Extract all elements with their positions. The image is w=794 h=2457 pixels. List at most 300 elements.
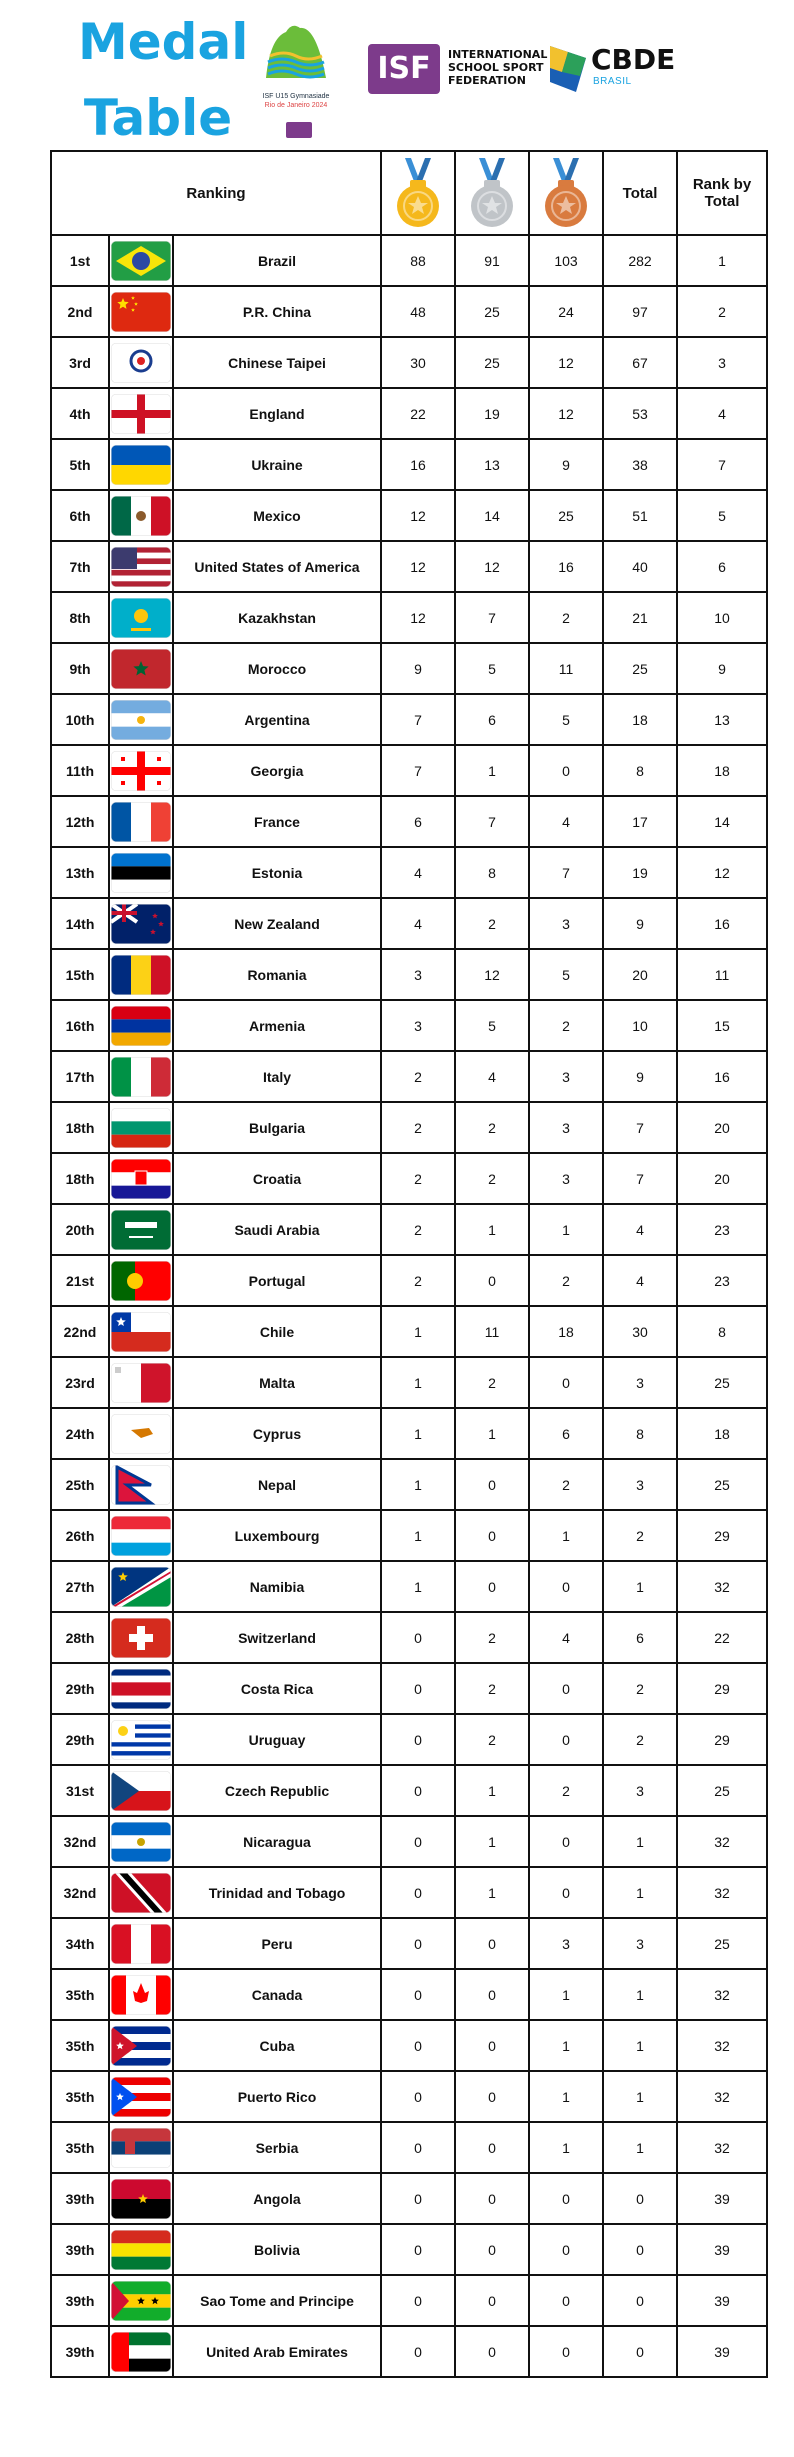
gold-cell: 88: [381, 235, 455, 286]
gymnasiade-caption: [250, 92, 342, 110]
flag-cell: [109, 847, 173, 898]
rank-by-total-cell: 32: [677, 1816, 767, 1867]
namibia-flag: [111, 1567, 171, 1607]
flag-cell: [109, 2173, 173, 2224]
table-row: [51, 796, 767, 847]
rank-cell: 39th: [51, 2326, 109, 2377]
rank-by-total-cell: 15: [677, 1000, 767, 1051]
country-cell: Puerto Rico: [173, 2071, 381, 2122]
switzerland-flag: [111, 1618, 171, 1658]
total-cell: 3: [603, 1459, 677, 1510]
rank-by-total-cell: 18: [677, 1408, 767, 1459]
total-cell: 1: [603, 2071, 677, 2122]
bronze-cell: 2: [529, 1000, 603, 1051]
title-line-1: Medal: [78, 13, 249, 71]
gold-cell: 1: [381, 1561, 455, 1612]
rank-by-total-cell: 32: [677, 2020, 767, 2071]
flag-cell: [109, 1561, 173, 1612]
total-cell: 0: [603, 2275, 677, 2326]
rank-cell: 39th: [51, 2224, 109, 2275]
silver-cell: 0: [455, 2173, 529, 2224]
bronze-cell: 2: [529, 1765, 603, 1816]
rank-by-total-cell: 12: [677, 847, 767, 898]
total-cell: 8: [603, 745, 677, 796]
rank-cell: 1st: [51, 235, 109, 286]
total-cell: 67: [603, 337, 677, 388]
rank-by-total-cell: 25: [677, 1357, 767, 1408]
gold-cell: 1: [381, 1306, 455, 1357]
gold-cell: 0: [381, 2173, 455, 2224]
total-cell: 7: [603, 1102, 677, 1153]
total-cell: 1: [603, 1561, 677, 1612]
ranking-header: Ranking: [51, 151, 381, 235]
flag-cell: [109, 2224, 173, 2275]
bronze-medal-icon: [541, 158, 591, 228]
bronze-cell: 16: [529, 541, 603, 592]
silver-cell: 12: [455, 949, 529, 1000]
gold-cell: 0: [381, 2224, 455, 2275]
cyprus-flag: [111, 1414, 171, 1454]
bronze-cell: 2: [529, 592, 603, 643]
rank-by-total-cell: 7: [677, 439, 767, 490]
flag-cell: [109, 1153, 173, 1204]
chinese-taipei-flag: [111, 343, 171, 383]
croatia-flag: [111, 1159, 171, 1199]
gymnasiade-logo: [256, 18, 336, 138]
silver-cell: 14: [455, 490, 529, 541]
country-cell: Kazakhstan: [173, 592, 381, 643]
table-row: [51, 1255, 767, 1306]
bronze-cell: 5: [529, 949, 603, 1000]
country-cell: Argentina: [173, 694, 381, 745]
rank-by-total-cell: 6: [677, 541, 767, 592]
bronze-cell: 2: [529, 1255, 603, 1306]
page-header: [0, 0, 794, 150]
silver-cell: 0: [455, 1969, 529, 2020]
table-row: [51, 694, 767, 745]
flag-cell: [109, 949, 173, 1000]
rank-by-total-cell: 32: [677, 1969, 767, 2020]
gymnasiade-caption-text: ISF U15 Gymnasiade: [262, 93, 330, 100]
table-row: [51, 1714, 767, 1765]
flag-cell: [109, 2020, 173, 2071]
bronze-cell: 0: [529, 1561, 603, 1612]
silver-cell: 1: [455, 1408, 529, 1459]
bronze-cell: 0: [529, 1714, 603, 1765]
total-cell: 53: [603, 388, 677, 439]
country-cell: France: [173, 796, 381, 847]
total-cell: 1: [603, 2122, 677, 2173]
country-cell: Chile: [173, 1306, 381, 1357]
gold-cell: 6: [381, 796, 455, 847]
total-cell: 9: [603, 1051, 677, 1102]
silver-cell: 5: [455, 1000, 529, 1051]
country-cell: Costa Rica: [173, 1663, 381, 1714]
rank-cell: 18th: [51, 1153, 109, 1204]
country-cell: Chinese Taipei: [173, 337, 381, 388]
bronze-cell: 1: [529, 2122, 603, 2173]
rank-cell: 31st: [51, 1765, 109, 1816]
total-cell: 2: [603, 1663, 677, 1714]
bronze-cell: 1: [529, 2020, 603, 2071]
bronze-cell: 103: [529, 235, 603, 286]
silver-medal-icon: [467, 158, 517, 228]
gold-cell: 4: [381, 847, 455, 898]
table-row: [51, 286, 767, 337]
cbde-name: CBDE: [591, 43, 676, 76]
canada-flag: [111, 1975, 171, 2015]
bronze-cell: 3: [529, 898, 603, 949]
country-cell: Italy: [173, 1051, 381, 1102]
england-flag: [111, 394, 171, 434]
rank-cell: 17th: [51, 1051, 109, 1102]
bronze-cell: 2: [529, 1459, 603, 1510]
total-cell: 4: [603, 1255, 677, 1306]
flag-cell: [109, 592, 173, 643]
flag-cell: [109, 1663, 173, 1714]
bronze-cell: 0: [529, 1867, 603, 1918]
table-row: [51, 541, 767, 592]
gold-cell: 0: [381, 2020, 455, 2071]
flag-cell: [109, 1255, 173, 1306]
bronze-cell: 1: [529, 1969, 603, 2020]
silver-cell: 0: [455, 1510, 529, 1561]
flag-cell: [109, 337, 173, 388]
silver-cell: 1: [455, 745, 529, 796]
country-cell: Nepal: [173, 1459, 381, 1510]
malta-flag: [111, 1363, 171, 1403]
flag-cell: [109, 2122, 173, 2173]
silver-cell: 0: [455, 1255, 529, 1306]
france-flag: [111, 802, 171, 842]
rank-by-total-cell: 23: [677, 1255, 767, 1306]
total-cell: 18: [603, 694, 677, 745]
bronze-cell: 4: [529, 1612, 603, 1663]
new-zealand-flag: [111, 904, 171, 944]
rank-by-total-cell: 16: [677, 1051, 767, 1102]
silver-cell: 12: [455, 541, 529, 592]
gold-cell: 0: [381, 2275, 455, 2326]
rank-by-total-cell: 20: [677, 1153, 767, 1204]
gold-cell: 0: [381, 1918, 455, 1969]
silver-cell: 1: [455, 1765, 529, 1816]
rank-cell: 39th: [51, 2173, 109, 2224]
rank-cell: 4th: [51, 388, 109, 439]
silver-cell: 0: [455, 1561, 529, 1612]
bronze-cell: 0: [529, 2224, 603, 2275]
bronze-cell: 12: [529, 388, 603, 439]
table-row: [51, 1357, 767, 1408]
bronze-cell: 1: [529, 1510, 603, 1561]
puerto-rico-flag: [111, 2077, 171, 2117]
flag-cell: [109, 1765, 173, 1816]
bronze-cell: 0: [529, 2326, 603, 2377]
flag-cell: [109, 1306, 173, 1357]
gold-cell: 4: [381, 898, 455, 949]
gold-cell: 1: [381, 1510, 455, 1561]
bronze-cell: 5: [529, 694, 603, 745]
silver-cell: 25: [455, 286, 529, 337]
table-row: [51, 439, 767, 490]
rank-cell: 35th: [51, 2020, 109, 2071]
silver-cell: 2: [455, 1612, 529, 1663]
country-cell: Brazil: [173, 235, 381, 286]
total-cell: 19: [603, 847, 677, 898]
gold-cell: 3: [381, 949, 455, 1000]
flag-cell: [109, 541, 173, 592]
bronze-cell: 7: [529, 847, 603, 898]
rank-cell: 14th: [51, 898, 109, 949]
rank-by-total-cell: 29: [677, 1663, 767, 1714]
rank-by-total-cell: 32: [677, 1561, 767, 1612]
rank-by-total-cell: 8: [677, 1306, 767, 1357]
armenia-flag: [111, 1006, 171, 1046]
gold-cell: 0: [381, 1816, 455, 1867]
flag-cell: [109, 439, 173, 490]
table-row: [51, 847, 767, 898]
total-cell: 2: [603, 1714, 677, 1765]
estonia-flag: [111, 853, 171, 893]
country-cell: United States of America: [173, 541, 381, 592]
flag-cell: [109, 1612, 173, 1663]
table-row: [51, 898, 767, 949]
rank-by-total-cell: 10: [677, 592, 767, 643]
rank-by-total-cell: 4: [677, 388, 767, 439]
bronze-cell: 1: [529, 1204, 603, 1255]
country-cell: United Arab Emirates: [173, 2326, 381, 2377]
silver-cell: 2: [455, 1153, 529, 1204]
flag-cell: [109, 1867, 173, 1918]
silver-cell: 0: [455, 2122, 529, 2173]
flag-cell: [109, 1408, 173, 1459]
gold-cell: 0: [381, 1612, 455, 1663]
table-row: [51, 2173, 767, 2224]
country-cell: Malta: [173, 1357, 381, 1408]
rank-cell: 25th: [51, 1459, 109, 1510]
country-cell: Serbia: [173, 2122, 381, 2173]
total-cell: 0: [603, 2224, 677, 2275]
country-cell: Estonia: [173, 847, 381, 898]
rank-by-total-cell: 13: [677, 694, 767, 745]
silver-cell: 8: [455, 847, 529, 898]
table-row: [51, 1153, 767, 1204]
rank-cell: 26th: [51, 1510, 109, 1561]
silver-cell: 13: [455, 439, 529, 490]
country-cell: Cuba: [173, 2020, 381, 2071]
rank-cell: 9th: [51, 643, 109, 694]
gold-cell: 12: [381, 490, 455, 541]
total-cell: 3: [603, 1357, 677, 1408]
country-cell: Switzerland: [173, 1612, 381, 1663]
country-cell: England: [173, 388, 381, 439]
rank-cell: 35th: [51, 2071, 109, 2122]
rank-cell: 10th: [51, 694, 109, 745]
rank-by-total-cell: 32: [677, 1867, 767, 1918]
rank-cell: 28th: [51, 1612, 109, 1663]
total-cell: 38: [603, 439, 677, 490]
bronze-header: [529, 151, 603, 235]
bronze-cell: 11: [529, 643, 603, 694]
silver-cell: 0: [455, 1459, 529, 1510]
silver-cell: 11: [455, 1306, 529, 1357]
rank-by-total-cell: 39: [677, 2173, 767, 2224]
flag-cell: [109, 1714, 173, 1765]
country-cell: Saudi Arabia: [173, 1204, 381, 1255]
luxembourg-flag: [111, 1516, 171, 1556]
table-row: [51, 1051, 767, 1102]
gold-cell: 0: [381, 1765, 455, 1816]
flag-cell: [109, 1051, 173, 1102]
rank-by-total-cell: 14: [677, 796, 767, 847]
portugal-flag: [111, 1261, 171, 1301]
gold-cell: 3: [381, 1000, 455, 1051]
rank-by-total-cell: 39: [677, 2224, 767, 2275]
total-cell: 20: [603, 949, 677, 1000]
total-cell: 97: [603, 286, 677, 337]
czech-republic-flag: [111, 1771, 171, 1811]
rank-by-total-cell: 16: [677, 898, 767, 949]
uruguay-flag: [111, 1720, 171, 1760]
rank-cell: 7th: [51, 541, 109, 592]
country-cell: Cyprus: [173, 1408, 381, 1459]
rank-by-total-cell: 5: [677, 490, 767, 541]
table-row: [51, 1510, 767, 1561]
bronze-cell: 25: [529, 490, 603, 541]
table-row: [51, 2275, 767, 2326]
silver-cell: 0: [455, 2224, 529, 2275]
table-row: [51, 1306, 767, 1357]
table-row: [51, 2326, 767, 2377]
total-cell: 1: [603, 1816, 677, 1867]
rank-by-total-cell: 32: [677, 2071, 767, 2122]
table-row: [51, 337, 767, 388]
rank-by-total-cell: 1: [677, 235, 767, 286]
table-body: [51, 235, 767, 2377]
rank-by-total-cell: 3: [677, 337, 767, 388]
flag-cell: [109, 235, 173, 286]
saudi-arabia-flag: [111, 1210, 171, 1250]
country-cell: Canada: [173, 1969, 381, 2020]
table-row: [51, 1816, 767, 1867]
rank-by-total-cell: 29: [677, 1714, 767, 1765]
silver-cell: 4: [455, 1051, 529, 1102]
rank-cell: 13th: [51, 847, 109, 898]
total-cell: 1: [603, 1969, 677, 2020]
table-row: [51, 1459, 767, 1510]
gold-header: [381, 151, 455, 235]
small-isf-logo: [286, 122, 312, 138]
gold-cell: 1: [381, 1357, 455, 1408]
gold-cell: 0: [381, 2122, 455, 2173]
bronze-cell: 0: [529, 1663, 603, 1714]
silver-cell: 0: [455, 1918, 529, 1969]
flag-cell: [109, 1459, 173, 1510]
rank-cell: 15th: [51, 949, 109, 1000]
gold-cell: 1: [381, 1459, 455, 1510]
silver-cell: 5: [455, 643, 529, 694]
rank-cell: 2nd: [51, 286, 109, 337]
bulgaria-flag: [111, 1108, 171, 1148]
country-cell: P.R. China: [173, 286, 381, 337]
rank-by-total-cell: 25: [677, 1918, 767, 1969]
silver-cell: 6: [455, 694, 529, 745]
rank-by-total-cell: 39: [677, 2275, 767, 2326]
silver-cell: 2: [455, 1714, 529, 1765]
table-row: [51, 2122, 767, 2173]
rank-by-total-cell: 29: [677, 1510, 767, 1561]
bronze-cell: 24: [529, 286, 603, 337]
rank-cell: 29th: [51, 1714, 109, 1765]
country-cell: Portugal: [173, 1255, 381, 1306]
rank-cell: 32nd: [51, 1816, 109, 1867]
rank-cell: 39th: [51, 2275, 109, 2326]
gold-cell: 0: [381, 2326, 455, 2377]
table-row: [51, 1102, 767, 1153]
rank-cell: 3rd: [51, 337, 109, 388]
isf-mark: ISF: [368, 44, 440, 94]
bronze-cell: 3: [529, 1153, 603, 1204]
rank-cell: 6th: [51, 490, 109, 541]
rank-by-total-cell: 9: [677, 643, 767, 694]
flag-cell: [109, 388, 173, 439]
bronze-cell: 0: [529, 2173, 603, 2224]
table-row: [51, 1000, 767, 1051]
table-row: [51, 235, 767, 286]
gold-cell: 9: [381, 643, 455, 694]
rank-by-total-cell: 32: [677, 2122, 767, 2173]
flag-cell: [109, 2275, 173, 2326]
gold-cell: 2: [381, 1051, 455, 1102]
trinidad-and-tobago-flag: [111, 1873, 171, 1913]
table-row: [51, 1918, 767, 1969]
kazakhstan-flag: [111, 598, 171, 638]
rank-cell: 8th: [51, 592, 109, 643]
rank-cell: 24th: [51, 1408, 109, 1459]
nepal-flag: [111, 1465, 171, 1505]
flag-cell: [109, 1816, 173, 1867]
table-row: [51, 388, 767, 439]
rank-cell: 16th: [51, 1000, 109, 1051]
silver-cell: 0: [455, 2275, 529, 2326]
silver-header: [455, 151, 529, 235]
rank-cell: 18th: [51, 1102, 109, 1153]
silver-cell: 0: [455, 2326, 529, 2377]
bronze-cell: 3: [529, 1102, 603, 1153]
rank-by-total-cell: 25: [677, 1765, 767, 1816]
flag-cell: [109, 745, 173, 796]
flag-cell: [109, 286, 173, 337]
total-cell: 25: [603, 643, 677, 694]
bronze-cell: 3: [529, 1051, 603, 1102]
bronze-cell: 9: [529, 439, 603, 490]
country-cell: Ukraine: [173, 439, 381, 490]
silver-cell: 91: [455, 235, 529, 286]
gold-cell: 30: [381, 337, 455, 388]
silver-cell: 0: [455, 2071, 529, 2122]
total-cell: 282: [603, 235, 677, 286]
flag-cell: [109, 1510, 173, 1561]
ukraine-flag: [111, 445, 171, 485]
flag-cell: [109, 1918, 173, 1969]
bronze-cell: 18: [529, 1306, 603, 1357]
country-cell: Nicaragua: [173, 1816, 381, 1867]
total-cell: 8: [603, 1408, 677, 1459]
silver-cell: 19: [455, 388, 529, 439]
gold-cell: 7: [381, 694, 455, 745]
page-title: [78, 4, 249, 156]
country-cell: Croatia: [173, 1153, 381, 1204]
cuba-flag: [111, 2026, 171, 2066]
